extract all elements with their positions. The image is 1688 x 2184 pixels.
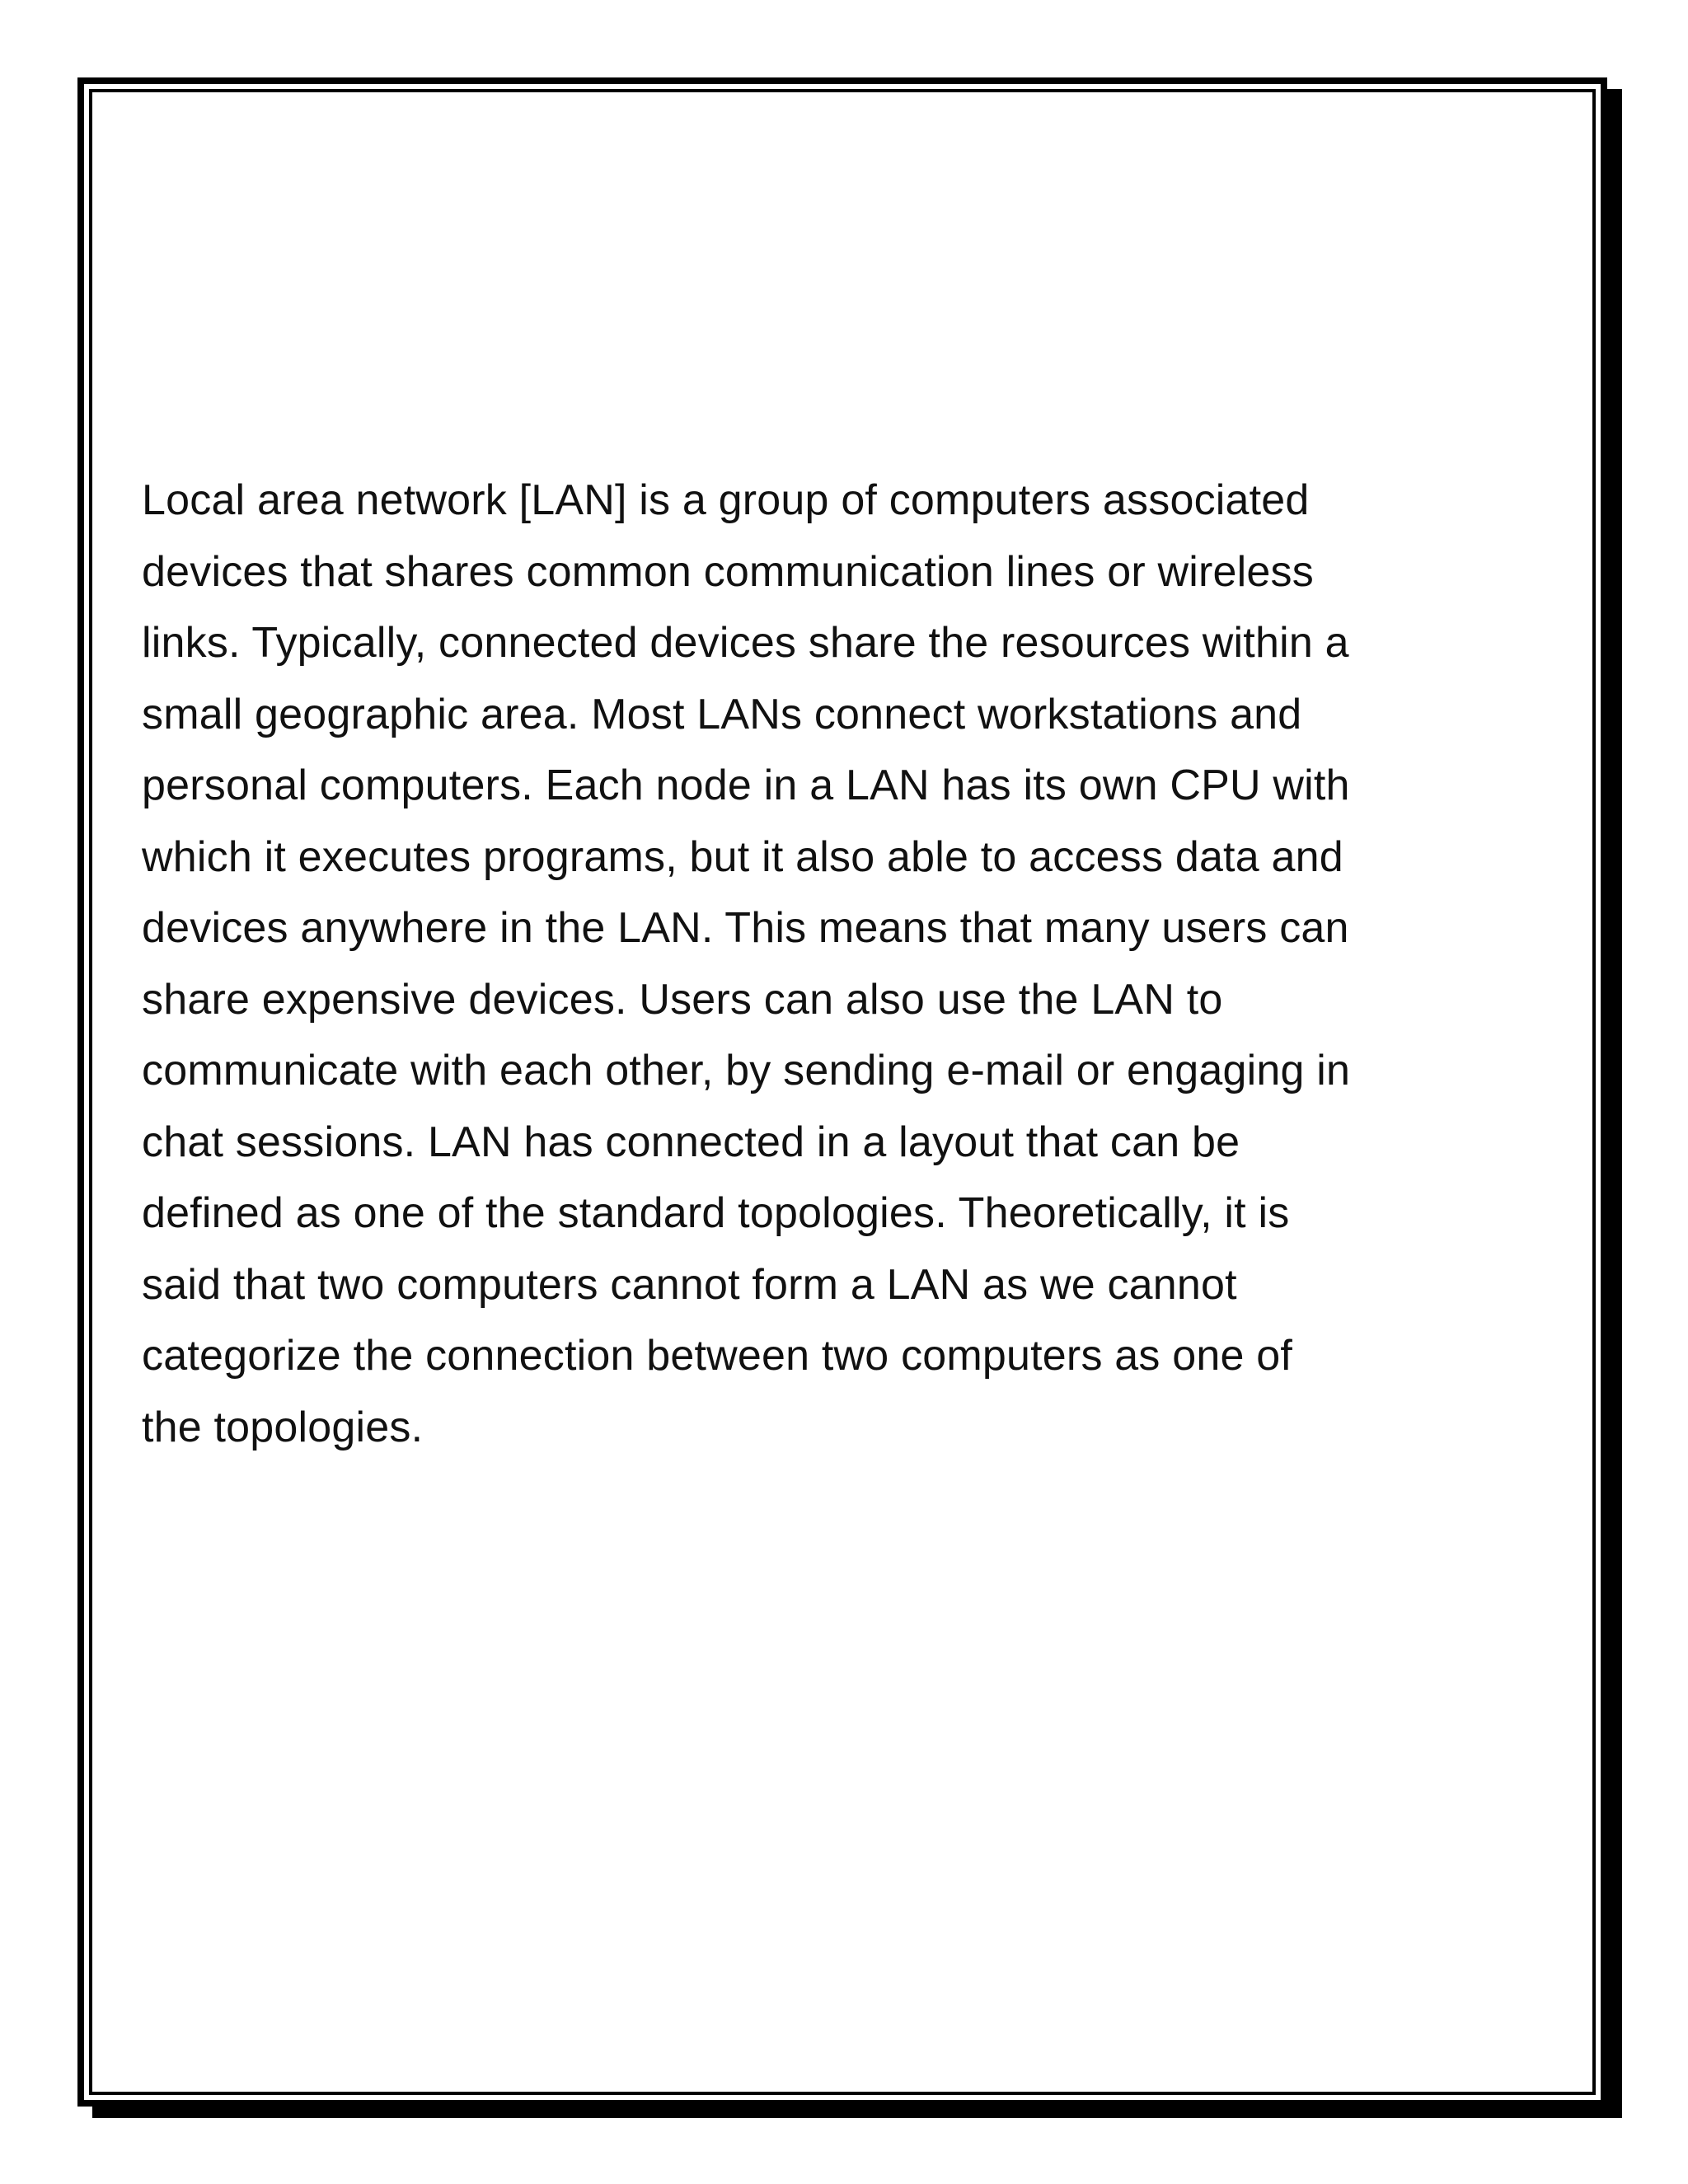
page-border-gap <box>84 84 1601 2100</box>
page-border <box>77 77 1607 2107</box>
lan-definition-paragraph: Local area network [LAN] is a group of computers associated devices that shares common communication lines or wireless links. Typically, connected devices share the resources within a small geographic area. Most LANs connect workstations and personal computers. Each node in a LAN has its own CPU with which it executes programs, but it also able to access data and devices anywhere in the LAN. This means that many users can share expensive devices. Users can also use the LAN to communicate with each other, by sending e-mail or engaging in chat sessions. LAN has connected in a layout that can be defined as one of the standard topologies. Theoretically, it is said that two computers cannot form a LAN as we cannot categorize the connection between two computers as one of the topologies. <box>142 476 1351 1451</box>
page-content-area <box>89 89 1596 2095</box>
